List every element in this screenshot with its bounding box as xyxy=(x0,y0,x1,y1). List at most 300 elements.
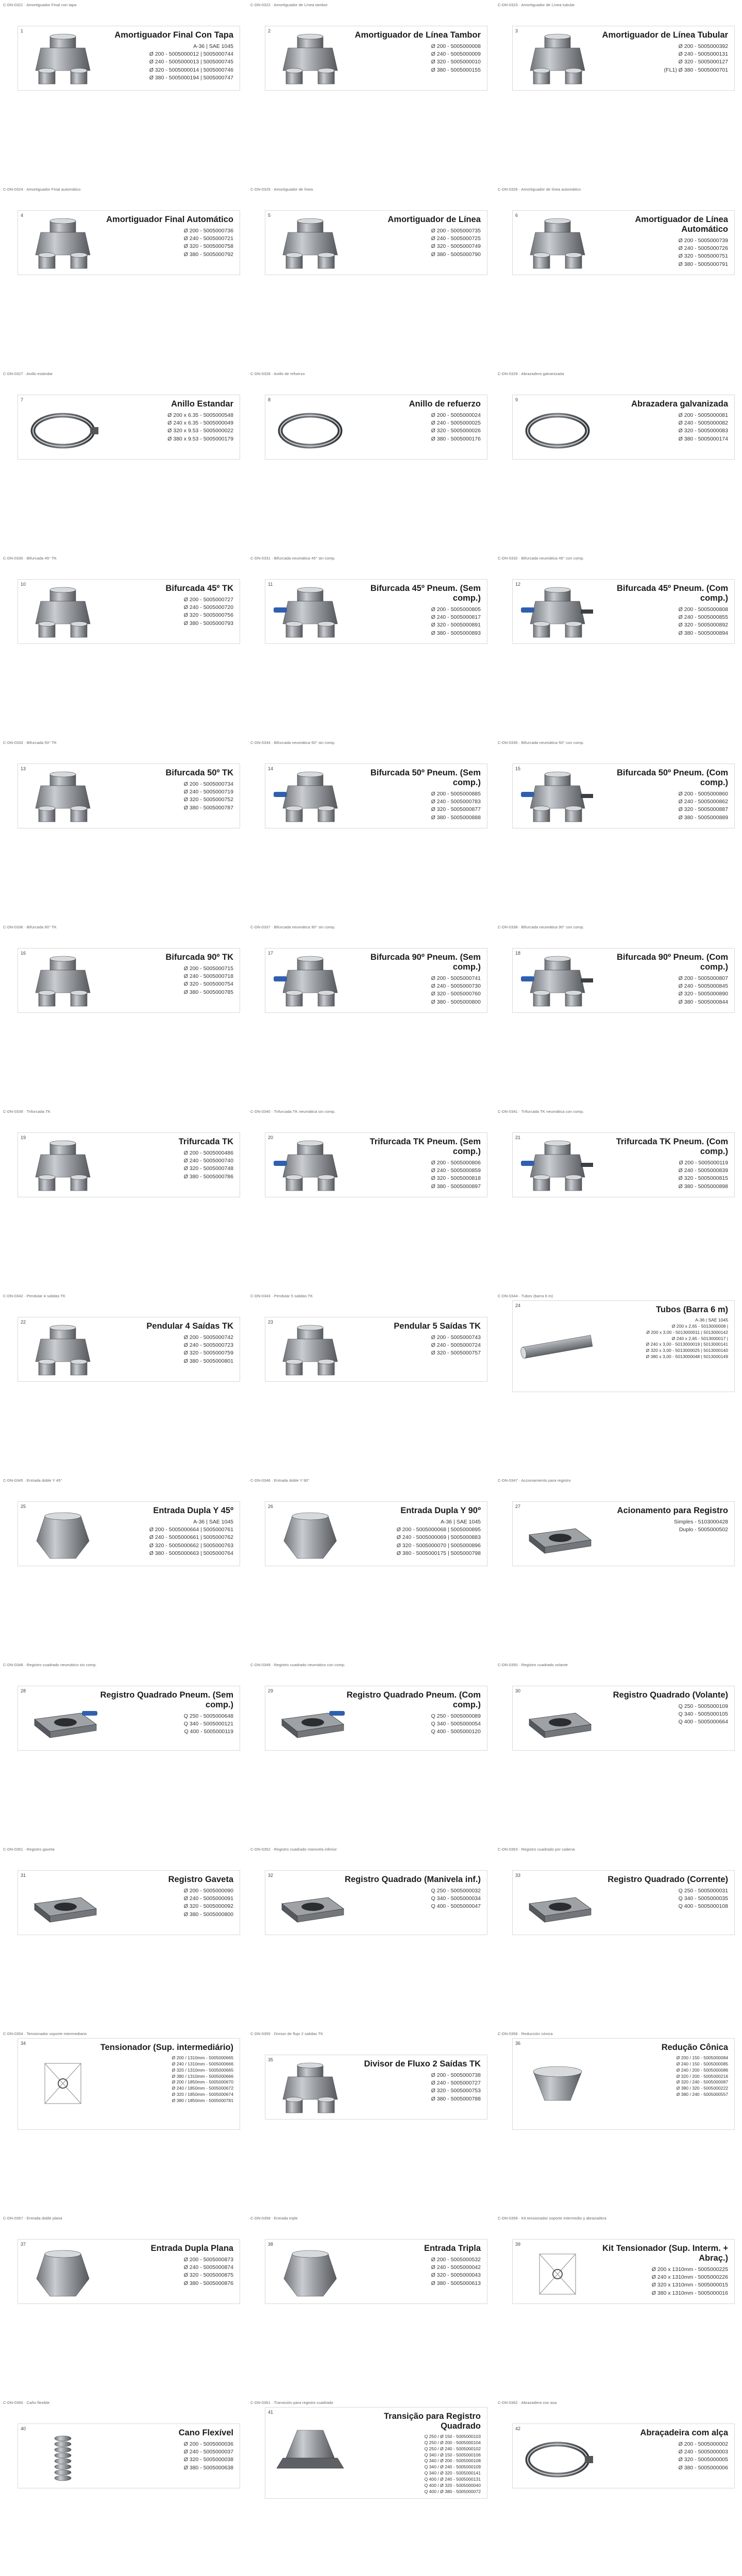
product-info xyxy=(95,215,233,259)
code-line: A-36 | SAE 1045 xyxy=(193,43,233,49)
product-card xyxy=(18,1870,240,1935)
flat-double-inlet-icon xyxy=(24,2247,102,2300)
catalog-cell xyxy=(495,2398,742,2576)
wye-45-icon xyxy=(24,587,102,640)
square-gate-crank-icon xyxy=(272,1878,349,1931)
code-line: Ø 240 - 5005000661 | 5005000762 xyxy=(149,1534,233,1541)
item-number: 37 xyxy=(21,2242,26,2247)
code-line: A-36 | SAE 1045 xyxy=(440,1518,481,1525)
code-line: Ø 320 - 5005000083 xyxy=(678,428,728,434)
catalog-cell xyxy=(0,184,247,369)
product-card xyxy=(18,26,240,91)
reference-label: C-DN-0323 · Amortiguador de Línea tubular xyxy=(498,3,575,7)
product-info xyxy=(590,2244,728,2297)
code-line: Q 250 - 5005000031 xyxy=(678,1887,728,1894)
code-line: Ø 240 - 5005000009 xyxy=(431,51,481,58)
product-info xyxy=(343,584,481,637)
catalog-cell xyxy=(247,0,495,184)
flexible-pipe-icon xyxy=(24,2431,102,2485)
product-info xyxy=(343,953,481,1006)
product-title: Entrada Tripla xyxy=(424,2244,481,2253)
item-number: 5 xyxy=(268,213,271,218)
item-number: 29 xyxy=(268,1688,274,1693)
reference-label: C-DN-0344 · Tubos (barra 6 m) xyxy=(498,1294,553,1298)
catalog-cell xyxy=(495,0,742,184)
code-line: Q 250 - 5005000032 xyxy=(431,1887,481,1894)
item-number: 31 xyxy=(21,1873,26,1878)
item-number: 39 xyxy=(515,2242,521,2247)
reference-label: C-DN-0321 · Amortiguador Final con tapa xyxy=(3,3,77,7)
code-line: Ø 240 - 5005000839 xyxy=(678,1167,728,1174)
product-info xyxy=(343,1137,481,1191)
product-title: Registro Quadrado (Volante) xyxy=(613,1690,728,1700)
item-number: 10 xyxy=(21,582,26,587)
product-info xyxy=(590,399,728,443)
product-title: Registro Quadrado Pneum. (Com comp.) xyxy=(346,1690,481,1709)
catalog-cell xyxy=(247,2029,495,2213)
code-line: Simples - 5103000428 xyxy=(673,1518,728,1525)
product-card xyxy=(18,1132,240,1197)
code-line: Ø 380 - 5005000613 xyxy=(431,2280,481,2286)
catalog-cell xyxy=(0,922,247,1107)
wye-45-pneum-icon xyxy=(272,587,349,640)
item-number: 33 xyxy=(515,1873,521,1878)
code-line: Ø 320 - 5005000662 | 5005000763 xyxy=(149,1542,233,1549)
product-info xyxy=(343,30,481,74)
code-line: Ø 240 - 5005000874 xyxy=(183,2264,233,2271)
reference-label: C-DN-0356 · Reducción cónica xyxy=(498,2031,553,2036)
catalog-cell xyxy=(0,2213,247,2398)
code-line: Ø 380 - 5005000894 xyxy=(678,630,728,636)
product-card xyxy=(512,210,735,275)
code-line: Ø 200 - 5005000024 xyxy=(431,412,481,418)
code-line: Ø 320 - 5005000070 | 5005000896 xyxy=(396,1542,481,1549)
code-line: Ø 200 x 3,00 - 5013000011 | 5013000142 xyxy=(646,1329,728,1335)
item-number: 4 xyxy=(21,213,24,218)
galvanized-clamp-icon xyxy=(519,402,596,456)
code-line: Ø 320 - 5005000014 | 5005000746 xyxy=(149,66,233,73)
code-line: Ø 240 - 5005000013 | 5005000745 xyxy=(149,59,233,65)
product-info xyxy=(95,2428,233,2472)
product-info xyxy=(590,30,728,74)
item-number: 22 xyxy=(21,1319,26,1325)
code-line: Ø 380 - 5005000792 xyxy=(183,251,233,258)
wye-50-pneum-icon xyxy=(272,771,349,825)
product-info xyxy=(590,953,728,1006)
reference-label: C-DN-0326 · Amortiguador de línea automático xyxy=(498,187,581,192)
reference-label: C-DN-0361 · Transición para registro cuadrado xyxy=(250,2400,333,2405)
code-line: Ø 320 x 9.53 - 5005000022 xyxy=(167,428,233,434)
reference-label: C-DN-0350 · Registro cuadrado volante xyxy=(498,1663,568,1667)
product-title: Amortiguador de Línea Automático xyxy=(635,215,728,234)
product-title: Kit Tensionador (Sup. Interm. + Abraç.) xyxy=(602,2244,728,2263)
catalog-cell xyxy=(0,1107,247,1291)
pipe-bar-icon xyxy=(519,1318,596,1372)
code-line: Ø 380 - 5005000155 xyxy=(431,66,481,73)
product-title: Trifurcada TK Pneum. (Com comp.) xyxy=(616,1137,728,1156)
product-title: Registro Quadrado (Manivela inf.) xyxy=(344,1875,481,1884)
product-info xyxy=(343,768,481,822)
code-line: Ø 380 - 5005000176 xyxy=(431,435,481,442)
code-line: Ø 200 - 5005000885 xyxy=(431,790,481,797)
product-card xyxy=(18,210,240,275)
code-line: Ø 380 - 5005000844 xyxy=(678,998,728,1005)
code-line: Ø 320 - 5005000026 xyxy=(431,428,481,434)
code-line: Ø 240 - 5005000730 xyxy=(431,983,481,990)
code-line: Ø 240 x 2,65 - 5013000017 | xyxy=(671,1335,728,1341)
code-line: Q 250 / Ø 240 - 5005000102 xyxy=(424,2446,481,2451)
code-line: Ø 240 - 5005000721 xyxy=(183,235,233,242)
reference-label: C-DN-0338 · Bifurcada neumática 90° con comp. xyxy=(498,925,584,929)
product-info xyxy=(343,2059,481,2103)
reference-label: C-DN-0346 · Entrada doble Y 90° xyxy=(250,1478,310,1483)
reference-label: C-DN-0351 · Registro gaveta xyxy=(3,1847,55,1852)
code-line: Ø 240 - 5005000727 xyxy=(431,2080,481,2087)
code-line: Ø 380 - 5005000785 xyxy=(183,989,233,995)
code-line: Ø 200 - 5005000736 xyxy=(183,227,233,234)
product-card xyxy=(512,395,735,460)
code-line: Q 400 - 5005000120 xyxy=(431,1728,481,1735)
reference-label: C-DN-0355 · Divisor de flujo 2 salidas TK xyxy=(250,2031,324,2036)
item-number: 23 xyxy=(268,1319,274,1325)
catalog-cell xyxy=(247,553,495,738)
item-number: 9 xyxy=(515,397,518,402)
catalog-cell xyxy=(0,1844,247,2029)
product-title: Abrazadera galvanizada xyxy=(631,399,728,409)
code-line: Ø 240 - 5005000082 xyxy=(678,420,728,427)
item-number: 24 xyxy=(515,1303,521,1308)
code-line: Ø 320 - 5005000748 xyxy=(183,1165,233,1172)
product-card xyxy=(512,1132,735,1197)
product-info xyxy=(343,1321,481,1358)
code-line: Ø 240 / 200 - 5005000086 xyxy=(676,2067,728,2073)
product-card xyxy=(265,2055,487,2120)
reference-label: C-DN-0340 · Trifurcada TK neumática sin comp. xyxy=(250,1109,335,1114)
reference-label: C-DN-0324 · Amortiguador Final automático xyxy=(3,187,81,192)
reference-label: C-DN-0345 · Entrada doble Y 45° xyxy=(3,1478,62,1483)
reference-label: C-DN-0329 · Abrazadera galvanizada xyxy=(498,371,564,376)
tensioner-icon xyxy=(24,2056,102,2110)
code-line: Ø 380 x 9.53 - 5005000179 xyxy=(167,435,233,442)
product-info xyxy=(95,1321,233,1365)
product-title: Registro Gaveta xyxy=(168,1875,233,1884)
product-info xyxy=(343,2244,481,2287)
product-info xyxy=(590,2428,728,2472)
product-title: Anillo de refuerzo xyxy=(409,399,481,409)
product-card xyxy=(265,764,487,828)
product-card xyxy=(265,1870,487,1935)
catalog-cell xyxy=(247,1291,495,1476)
reference-label: C-DN-0342 · Pendular 4 salidas TK xyxy=(3,1294,66,1298)
code-line: Ø 320 - 5005000127 xyxy=(678,59,728,65)
product-info xyxy=(590,584,728,637)
code-line: Ø 200 - 5005000532 xyxy=(431,2256,481,2263)
product-card xyxy=(18,764,240,828)
code-line: Ø 200 - 5005000119 xyxy=(679,1159,728,1166)
wye-45-pneum-comp-icon xyxy=(519,587,596,640)
code-line: Ø 240 - 5005000091 xyxy=(183,1895,233,1902)
product-title: Bifurcada 90º Pneum. (Com comp.) xyxy=(617,953,728,972)
catalog-cell xyxy=(495,922,742,1107)
product-card xyxy=(512,948,735,1013)
product-info xyxy=(590,1875,728,1911)
catalog-cell xyxy=(495,2213,742,2398)
item-number: 28 xyxy=(21,1688,26,1693)
code-line: Ø 320 - 5005000818 xyxy=(431,1175,481,1182)
code-line: Ø 200 - 5005000741 xyxy=(431,975,481,981)
reference-label: C-DN-0349 · Registro cuadrado neumático con comp. xyxy=(250,1663,346,1667)
product-card xyxy=(265,210,487,275)
code-line: Ø 320 - 5005000756 xyxy=(183,612,233,619)
catalog-cell xyxy=(495,738,742,922)
code-line: Q 340 - 5005000035 xyxy=(678,1895,728,1902)
product-info xyxy=(95,2043,233,2104)
code-line: Ø 200 - 5005000743 xyxy=(431,1334,481,1341)
code-line: Ø 380 / 1310mm - 5005000666 xyxy=(172,2073,233,2079)
product-card xyxy=(512,1870,735,1935)
pendulum-5-outlet-icon xyxy=(272,1325,349,1378)
code-line: Ø 320 - 5005000760 xyxy=(431,991,481,997)
code-line: Ø 380 / 240 - 5005000557 xyxy=(676,2092,728,2097)
catalog-cell xyxy=(495,1107,742,1291)
product-title: Entrada Dupla Y 45º xyxy=(153,1506,233,1515)
code-line: Ø 320 - 5005000092 xyxy=(183,1903,233,1910)
catalog-cell xyxy=(0,738,247,922)
product-info xyxy=(95,1137,233,1181)
code-line: Ø 320 / 200 - 5005000216 xyxy=(676,2073,728,2079)
code-line: Ø 320 - 5005000757 xyxy=(431,1350,481,1357)
code-line: Ø 240 / 1310mm - 5005000666 xyxy=(172,2061,233,2066)
code-line: Ø 240 - 5005000003 xyxy=(678,2449,728,2455)
product-info xyxy=(343,2412,481,2495)
code-line: Q 340 / Ø 320 - 5005000141 xyxy=(424,2470,481,2476)
product-card xyxy=(512,579,735,644)
code-line: Q 250 / Ø 150 - 5005000103 xyxy=(424,2433,481,2439)
code-line: Ø 200 - 5005000808 xyxy=(678,606,728,613)
reference-label: C-DN-0352 · Registro cuadrado manivela inferior xyxy=(250,1847,337,1852)
reference-label: C-DN-0341 · Trifurcada TK neumática con comp. xyxy=(498,1109,584,1114)
reference-label: C-DN-0358 · Entrada triple xyxy=(250,2216,298,2221)
reference-label: C-DN-0337 · Bifurcada neumática 90° sin comp. xyxy=(250,925,336,929)
code-line: Ø 240 - 5005000740 xyxy=(183,1158,233,1164)
code-line: Ø 200 - 5005000068 | 5005000895 xyxy=(396,1527,481,1533)
code-line: Ø 320 x 1310mm - 5005000015 xyxy=(651,2282,728,2289)
product-card xyxy=(512,2239,735,2304)
code-line: Ø 320 - 5005000751 xyxy=(678,253,728,260)
tensioner-kit-icon xyxy=(519,2247,596,2300)
product-card xyxy=(512,1300,735,1392)
code-line: Ø 380 - 5005000897 xyxy=(431,1183,481,1190)
square-gate-pneum-icon xyxy=(24,1693,102,1747)
reference-label: C-DN-0353 · Registro cuadrado por cadena xyxy=(498,1847,575,1852)
code-line: Ø 320 - 5005000005 xyxy=(678,2456,728,2463)
code-line: Ø 320 - 5005000758 xyxy=(183,243,233,250)
code-line: Ø 200 x 6.35 - 5005000548 xyxy=(167,412,233,418)
reinforcement-ring-icon xyxy=(272,402,349,456)
code-line: Ø 320 - 5005000815 xyxy=(678,1175,728,1182)
item-number: 7 xyxy=(21,397,24,402)
code-line: Ø 380 - 5005000791 xyxy=(678,261,728,267)
code-line: Ø 320 - 5005000877 xyxy=(431,806,481,813)
product-card xyxy=(18,1686,240,1751)
product-info xyxy=(590,1690,728,1726)
item-number: 30 xyxy=(515,1688,521,1693)
code-line: Ø 380 - 5005000787 xyxy=(183,804,233,811)
catalog-cell xyxy=(495,1844,742,2029)
product-title: Bifurcada 50º Pneum. (Com comp.) xyxy=(617,768,728,787)
product-info xyxy=(343,215,481,259)
product-info xyxy=(95,30,233,82)
product-title: Entrada Dupla Plana xyxy=(150,2244,233,2253)
code-line: Ø 320 - 5005000875 xyxy=(183,2272,233,2279)
reference-label: C-DN-0362 · Abrazadera con asa xyxy=(498,2400,557,2405)
code-line: Ø 320 - 5005000759 xyxy=(183,1350,233,1357)
item-number: 26 xyxy=(268,1504,274,1509)
item-number: 41 xyxy=(268,2410,274,2415)
code-line: Q 400 - 5005000664 xyxy=(678,1719,728,1725)
product-card xyxy=(512,764,735,828)
code-line: Ø 240 - 5005000724 xyxy=(431,1342,481,1349)
product-title: Acionamento para Registro xyxy=(617,1506,728,1515)
code-line: Ø 380 / 1850mm - 5005000781 xyxy=(172,2097,233,2103)
product-title: Bifurcada 90º TK xyxy=(165,953,233,962)
code-line: Q 400 - 5005000108 xyxy=(678,1903,728,1910)
code-line: Ø 200 - 5005000739 xyxy=(678,237,728,244)
code-line: Ø 380 - 5005000174 xyxy=(678,435,728,442)
catalog-cell xyxy=(247,1660,495,1844)
product-title: Bifurcada 45º TK xyxy=(165,584,233,593)
product-card xyxy=(18,2038,240,2130)
product-title: Amortiguador de Línea xyxy=(387,215,481,224)
wye-90-pneum-comp-icon xyxy=(519,956,596,1009)
product-info xyxy=(590,215,728,268)
catalog-cell xyxy=(495,1476,742,1660)
code-line: Q 340 - 5005000121 xyxy=(183,1721,233,1727)
product-title: Bifurcada 45º Pneum. (Sem comp.) xyxy=(370,584,481,603)
product-card xyxy=(512,26,735,91)
code-line: Ø 200 - 5005000738 xyxy=(431,2072,481,2078)
trifurcation-pneum-comp-icon xyxy=(519,1140,596,1194)
code-line: Q 400 / Ø 320 - 5005000040 xyxy=(424,2482,481,2488)
reference-label: C-DN-0322 · Amortiguador de Línea tambor xyxy=(250,3,328,7)
product-info xyxy=(343,1506,481,1557)
product-title: Pendular 5 Saídas TK xyxy=(394,1321,481,1331)
product-card xyxy=(18,2239,240,2304)
drum-damper-icon xyxy=(272,33,349,87)
code-line: Ø 240 - 5005000845 xyxy=(678,983,728,990)
catalog-cell xyxy=(0,553,247,738)
code-line: Q 400 / Ø 240 - 5005000131 xyxy=(424,2476,481,2482)
code-line: Ø 200 - 5005000742 xyxy=(183,1334,233,1341)
code-line: Ø 200 - 5005000806 xyxy=(431,1159,481,1166)
code-line: Ø 200 - 5005000392 xyxy=(678,43,728,49)
product-info xyxy=(590,768,728,822)
item-number: 35 xyxy=(268,2057,274,2062)
gate-actuator-icon xyxy=(519,1509,596,1563)
code-line: Ø 200 - 5005000036 xyxy=(183,2441,233,2447)
product-title: Anillo Estandar xyxy=(171,399,233,409)
code-line: Ø 200 - 5005000664 | 5005000761 xyxy=(149,1527,233,1533)
code-line: Ø 380 - 5005000898 xyxy=(678,1183,728,1190)
code-line: Ø 380 - 5005000800 xyxy=(183,1911,233,1918)
code-line: Ø 240 - 5005000862 xyxy=(678,799,728,805)
code-line: Q 340 / Ø 200 - 5005000108 xyxy=(424,2458,481,2464)
code-line: Ø 380 - 5005000889 xyxy=(678,814,728,821)
code-line: Q 340 - 5005000105 xyxy=(678,1711,728,1718)
code-line: Ø 320 - 5005000892 xyxy=(678,622,728,629)
code-line: Q 340 - 5005000034 xyxy=(431,1895,481,1902)
wye-50-icon xyxy=(24,771,102,825)
reference-label: C-DN-0331 · Bifurcada neumática 45° sin comp. xyxy=(250,556,336,561)
product-title: Redução Cônica xyxy=(661,2043,728,2052)
code-line: Ø 320 - 5005000043 xyxy=(431,2272,481,2279)
catalog-cell xyxy=(495,369,742,553)
item-number: 15 xyxy=(515,766,521,771)
code-line: A-36 | SAE 1045 xyxy=(193,1518,233,1525)
code-line: Ø 240 - 5005000025 xyxy=(431,420,481,427)
product-title: Abraçadeira com alça xyxy=(640,2428,728,2437)
catalog-cell xyxy=(495,1660,742,1844)
code-line: Ø 200 - 5005000008 xyxy=(431,43,481,49)
code-line: Ø 380 - 5005000800 xyxy=(431,998,481,1005)
product-card xyxy=(265,2407,487,2499)
square-transition-icon xyxy=(272,2425,349,2479)
product-title: Registro Quadrado (Corrente) xyxy=(608,1875,728,1884)
code-line: Ø 240 - 5005000855 xyxy=(678,614,728,621)
code-line: Ø 320 - 5005000753 xyxy=(431,2088,481,2094)
code-line: Ø 240 - 5005000719 xyxy=(183,789,233,795)
code-line: Ø 380 - 5005000194 | 5005000747 xyxy=(149,74,233,81)
code-line: Ø 200 - 5005000873 xyxy=(183,2256,233,2263)
double-inlet-y45-icon xyxy=(24,1509,102,1563)
product-card xyxy=(512,2424,735,2488)
tubular-damper-icon xyxy=(519,33,596,87)
catalog-cell xyxy=(247,922,495,1107)
reference-label: C-DN-0334 · Bifurcada neumática 50° sin comp. xyxy=(250,740,336,745)
product-info xyxy=(95,2244,233,2287)
product-card xyxy=(18,1317,240,1382)
code-line: Ø 240 - 5005000069 | 5005000883 xyxy=(396,1534,481,1541)
catalog-cell xyxy=(247,1476,495,1660)
product-card xyxy=(265,1501,487,1566)
code-line: Ø 380 x 1310mm - 5005000016 xyxy=(651,2290,728,2296)
code-line: Ø 320 - 5005000754 xyxy=(183,981,233,988)
product-title: Registro Quadrado Pneum. (Sem comp.) xyxy=(100,1690,233,1709)
code-line: Ø 380 - 5005000893 xyxy=(431,630,481,636)
item-number: 21 xyxy=(515,1135,521,1140)
product-card xyxy=(512,1501,735,1566)
code-line: Ø 320 / 1850mm - 5005000674 xyxy=(172,2092,233,2097)
product-card xyxy=(265,1132,487,1197)
product-card xyxy=(512,2038,735,2130)
reference-label: C-DN-0339 · Trifurcada TK xyxy=(3,1109,50,1114)
item-number: 25 xyxy=(21,1504,26,1509)
code-line: Q 250 / Ø 200 - 5005000104 xyxy=(424,2439,481,2445)
product-title: Divisor de Fluxo 2 Saídas TK xyxy=(364,2059,481,2069)
item-number: 40 xyxy=(21,2426,26,2431)
code-line: Ø 240 - 5005000718 xyxy=(183,973,233,980)
item-number: 11 xyxy=(268,582,273,587)
product-title: Trifurcada TK xyxy=(178,1137,233,1146)
code-line: Ø 380 - 5005000876 xyxy=(183,2280,233,2286)
catalog-cell xyxy=(495,1291,742,1476)
product-info xyxy=(95,1875,233,1919)
code-line: Ø 200 - 5005000090 xyxy=(183,1887,233,1894)
product-title: Trifurcada TK Pneum. (Sem comp.) xyxy=(369,1137,481,1156)
code-line: Ø 200 - 5005000081 xyxy=(678,412,728,418)
code-line: Ø 380 - 5005000006 xyxy=(678,2464,728,2471)
product-title: Pendular 4 Saídas TK xyxy=(146,1321,233,1331)
